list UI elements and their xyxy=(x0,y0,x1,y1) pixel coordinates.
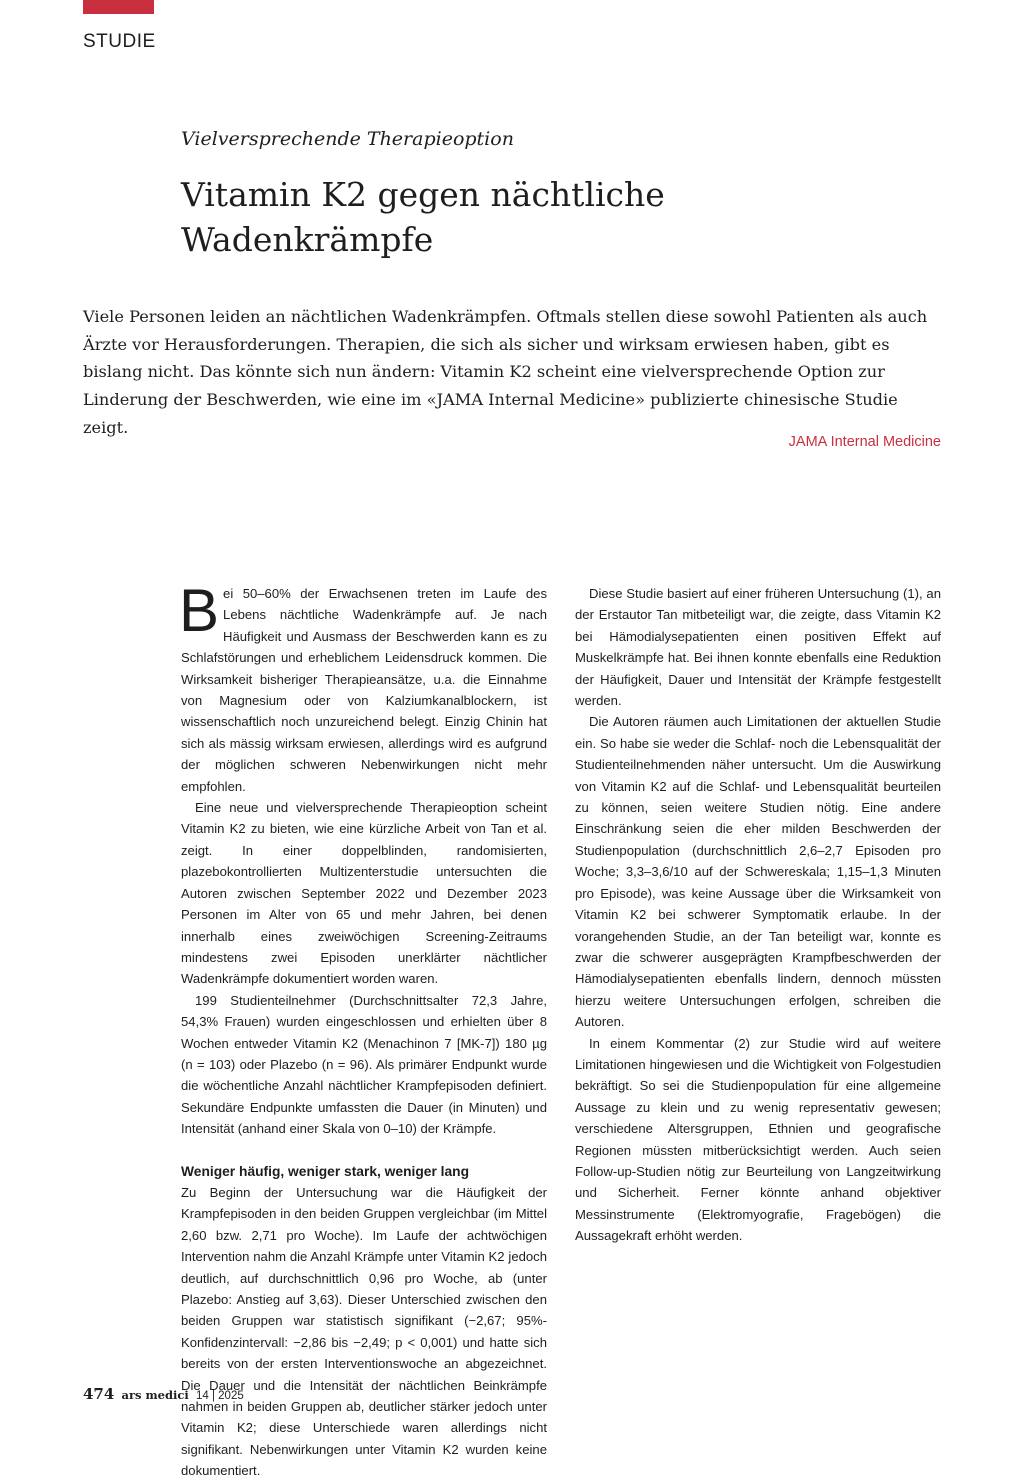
article-title-line2: Wadenkrämpfe xyxy=(181,220,434,259)
section-accent-bar xyxy=(83,0,154,14)
page-number: 474 xyxy=(83,1385,115,1403)
body-column-left xyxy=(179,577,547,1482)
article-kicker: Vielversprechende Therapieoption xyxy=(181,128,514,150)
body-paragraph xyxy=(179,577,547,797)
body-paragraph: Die Autoren räumen auch Limitationen der aktuellen Studie ein. So habe sie weder die Schlaf- noch die Lebensqualität der Studienteilnehmenden näher untersucht. Um die Auswirkung von Vitamin K2 auf die Schlaf- und Lebensqualität beurteilen zu können, seien weitere Studien nötig. Eine andere Einschränkung seien die eher milden Beschwerden der Studienpopulation (durchschnittlich 2,6–2,7 Episoden pro Woche; 3,3–3,6/10 auf der Schwereskala; 1,15–1,3 Minuten pro Episode), was keine Aussage über die Wirksamkeit von Vitamin K2 bei schwerer Symptomatik erlaube. In der vorangehenden Studie, an der Tan beteiligt war, konnte es zwar die schwerer ausgeprägten Krampfbeschwerden der Hämodialysepatienten ebenfalls lindern, dennoch müssten hierzu weitere Untersuchungen erfolgen, schreiben die Autoren. xyxy=(575,714,941,1030)
body-paragraph: Eine neue und vielversprechende Therapieoption scheint Vitamin K2 zu bieten, wie eine kürzliche Arbeit von Tan et al. zeigt. In einer doppelblinden, randomisierten, plazebokontrollierten Multizenterstudie untersuchten die Autoren zwischen September 2022 und Dezember 2023 Personen im Alter von 65 und mehr Jahren, bei denen innerhalb eines zweiwöchigen Screening-Zeitraums mindestens zwei Episoden unerklärter nächtlicher Wadenkrämpfe dokumentiert worden waren. xyxy=(181,800,547,987)
body-column-right xyxy=(575,583,941,1247)
body-paragraph-text: ei 50–60% der Erwachsenen treten im Laufe des Lebens nächtliche Wadenkrämpfe auf. Je nach Häufigkeit und Ausmass der Beschwerden kann es zu Schlafstörungen und erheblichem Leidensdruck kommen. Die Wirksamkeit bisheriger Therapieansätze, u.a. die Einnahme von Magnesium oder von Kalziumkanalblockern, ist wissenschaftlich noch unzureichend belegt. Einzig Chinin hat sich als mässig wirksam erwiesen, allerdings wird es aufgrund der möglichen schweren Nebenwirkungen nicht mehr empfohlen. xyxy=(181,586,547,794)
body-paragraph: 199 Studienteilnehmer (Durchschnittsalter 72,3 Jahre, 54,3% Frauen) wurden eingeschlossen und erhielten über 8 Wochen entweder Vitamin K2 (Menachinon 7 [MK-7]) 180 µg (n = 103) oder Plazebo (n = 96). Als primärer Endpunkt wurde die wöchentliche Anzahl nächtlicher Krampfepisoden definiert. Sekundäre Endpunkte umfassten die Dauer (in Minuten) und Intensität (anhand einer Skala von 0–10) der Krämpfe. xyxy=(181,992,547,1137)
section-subheading: Weniger häufig, weniger stark, weniger lang xyxy=(181,1163,470,1179)
body-paragraph: In einem Kommentar (2) zur Studie wird auf weitere Limitationen hingewiesen und die Wichtigkeit von Folgestudien bekräftigt. So sei die Studienpopulation für eine allgemeine Aussage zu klein und zu wenig representativ gewesen; verschiedene Altersgruppen, Ethnien und geografische Regionen müssten mitberücksichtigt werden. Auch seien Follow-up-Studien nötig zur Beurteilung von Langzeitwirkung und Sicherheit. Ferner könnte anhand objektiver Messinstrumente (Elektromyografie, Fragebögen) die Aussagekraft erhöht werden. xyxy=(575,1035,941,1244)
drop-cap: B xyxy=(179,577,220,644)
journal-issue: 14 | 2025 xyxy=(195,1390,244,1402)
body-paragraph: Diese Studie basiert auf einer früheren Untersuchung (1), an der Erstautor Tan mitbeteiligt war, die zeigte, dass Vitamin K2 bei Hämodialysepatienten einen positiven Effekt auf Muskelkrämpfe hat. Bei ihnen konnte ebenfalls eine Reduktion der Häufigkeit, Dauer und Intensität der Krämpfe festgestellt werden. xyxy=(575,586,941,709)
article-lead: Viele Personen leiden an nächtlichen Wadenkrämpfen. Oftmals stellen diese sowohl Patienten als auch Ärzte vor Herausforderungen. Therapien, die sich als sicher und wirksam erwiesen haben, gibt es bislang nicht. Das könnte sich nun ändern: Vitamin K2 scheint eine vielversprechende Option zur Linderung der Beschwerden, wie eine im «JAMA Internal Medicine» publizierte chinesische Studie zeigt. xyxy=(83,307,928,437)
page-footer xyxy=(83,1385,244,1403)
article-title xyxy=(181,172,741,262)
journal-name: ars medici xyxy=(121,1388,189,1402)
section-label: STUDIE xyxy=(83,31,156,52)
article-title-line1: Vitamin K2 gegen nächtliche xyxy=(181,175,665,214)
body-paragraph: Zu Beginn der Untersuchung war die Häufigkeit der Krampfepisoden in den beiden Gruppen vergleichbar (im Mittel 2,60 bzw. 2,71 pro Woche). Im Laufe der achtwöchigen Intervention nahm die Anzahl Krämpfe unter Vitamin K2 jedoch deutlich, auf durchschnittlich 0,96 pro Woche, ab (unter Plazebo: Anstieg auf 3,63). Dieser Unterschied zwischen den beiden Gruppen war statistisch signifikant (−2,67; 95%-Konfidenzintervall: −2,86 bis −2,49; p < 0,001) und hatte sich bereits von der ersten Interventionswoche an abgezeichnet. Die Dauer und die Intensität der nächtlichen Beinkrämpfe nahmen in beiden Gruppen ab, deutlicher stärker jedoch unter Vitamin K2; diese Unterschiede waren allerdings nicht signifikant. Nebenwirkungen unter Vitamin K2 wurden keine dokumentiert. xyxy=(181,1184,547,1479)
source-link[interactable]: JAMA Internal Medicine xyxy=(788,434,941,450)
